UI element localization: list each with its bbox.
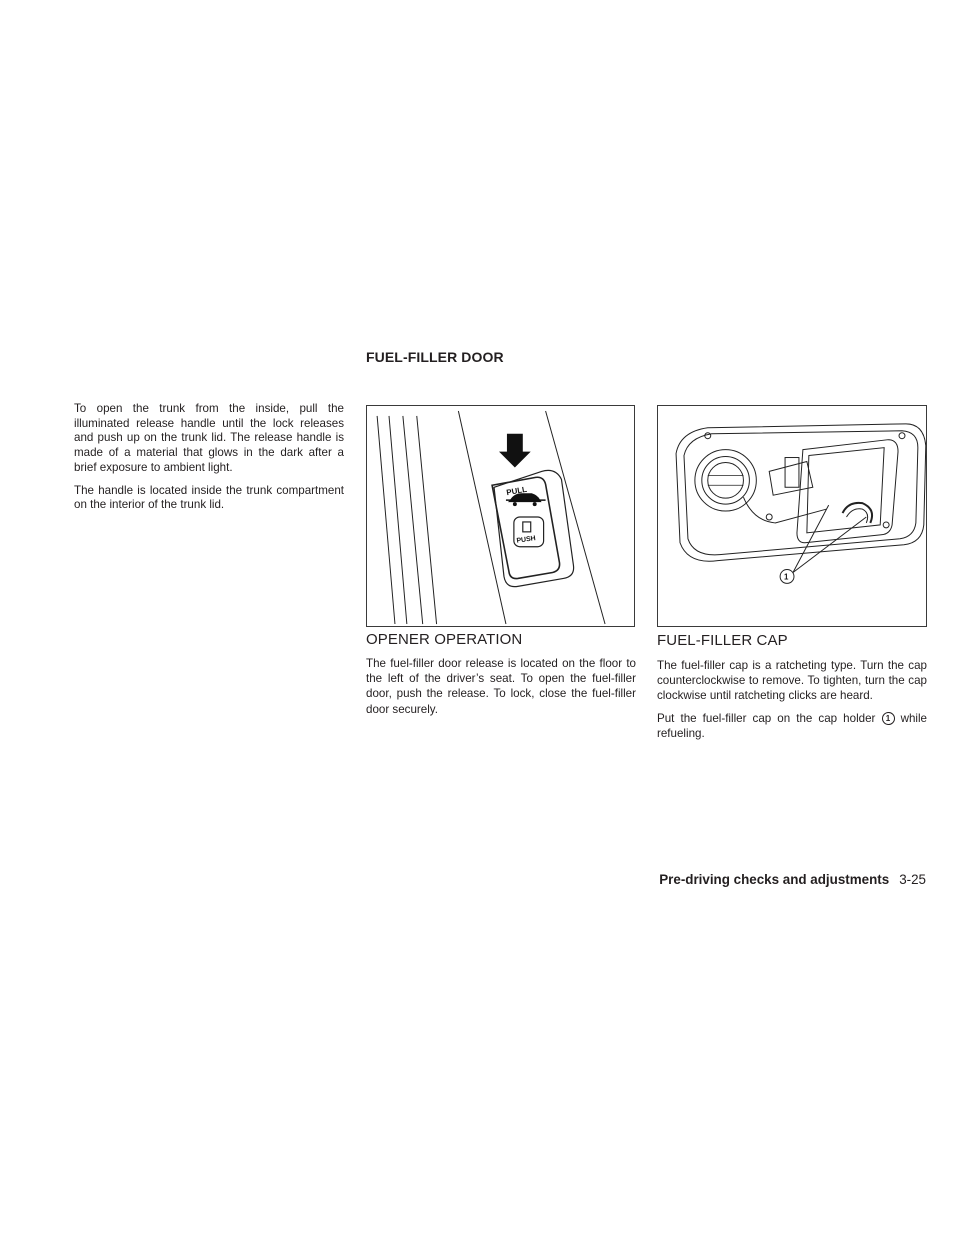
opener-paragraph: The fuel-filler door release is located on the floor to the left of the driver’s seat. To open the fuel-filler door, push the release. To lock, close the fuel-filler door securely. xyxy=(366,657,636,716)
fuel-cap-illustration xyxy=(657,405,927,627)
push-label: PUSH xyxy=(516,535,537,545)
trunk-release-text xyxy=(74,402,344,521)
cap-paragraph-2-start: Put the fuel-filler cap on the cap holder xyxy=(657,711,876,725)
page-number: 3-25 xyxy=(899,872,926,887)
section-title: FUEL-FILLER DOOR xyxy=(366,349,504,365)
cap-holder-marker: 1 xyxy=(882,712,895,725)
pull-label: PULL xyxy=(505,484,528,498)
fuel-filler-cap-text xyxy=(657,658,927,748)
fuel-cap-drawing xyxy=(658,406,926,626)
cap-paragraph-2-end: while refueling. xyxy=(657,711,927,740)
fuel-filler-cap-heading: FUEL-FILLER CAP xyxy=(657,632,788,649)
cap-paragraph-2 xyxy=(657,711,927,741)
opener-drawing xyxy=(367,406,634,626)
opener-illustration xyxy=(366,405,635,627)
page-footer xyxy=(659,872,926,887)
cap-paragraph-1: The fuel-filler cap is a ratcheting type. Turn the cap counterclockwise to remove. To tighten, turn the cap clockwise until ratcheting clicks are heard. xyxy=(657,659,927,703)
footer-section-title: Pre-driving checks and adjustments xyxy=(659,872,890,887)
cap-holder-callout: 1 xyxy=(784,572,789,582)
opener-operation-heading: OPENER OPERATION xyxy=(366,631,523,648)
trunk-paragraph-1: To open the trunk from the inside, pull the illuminated release handle until the lock releases and push up on the trunk lid. The release handle is made of a material that glows in the dark after a brief exposure to ambient light. xyxy=(74,402,344,474)
trunk-paragraph-2: The handle is located inside the trunk compartment on the interior of the trunk lid. xyxy=(74,483,344,512)
opener-operation-text xyxy=(366,656,636,724)
